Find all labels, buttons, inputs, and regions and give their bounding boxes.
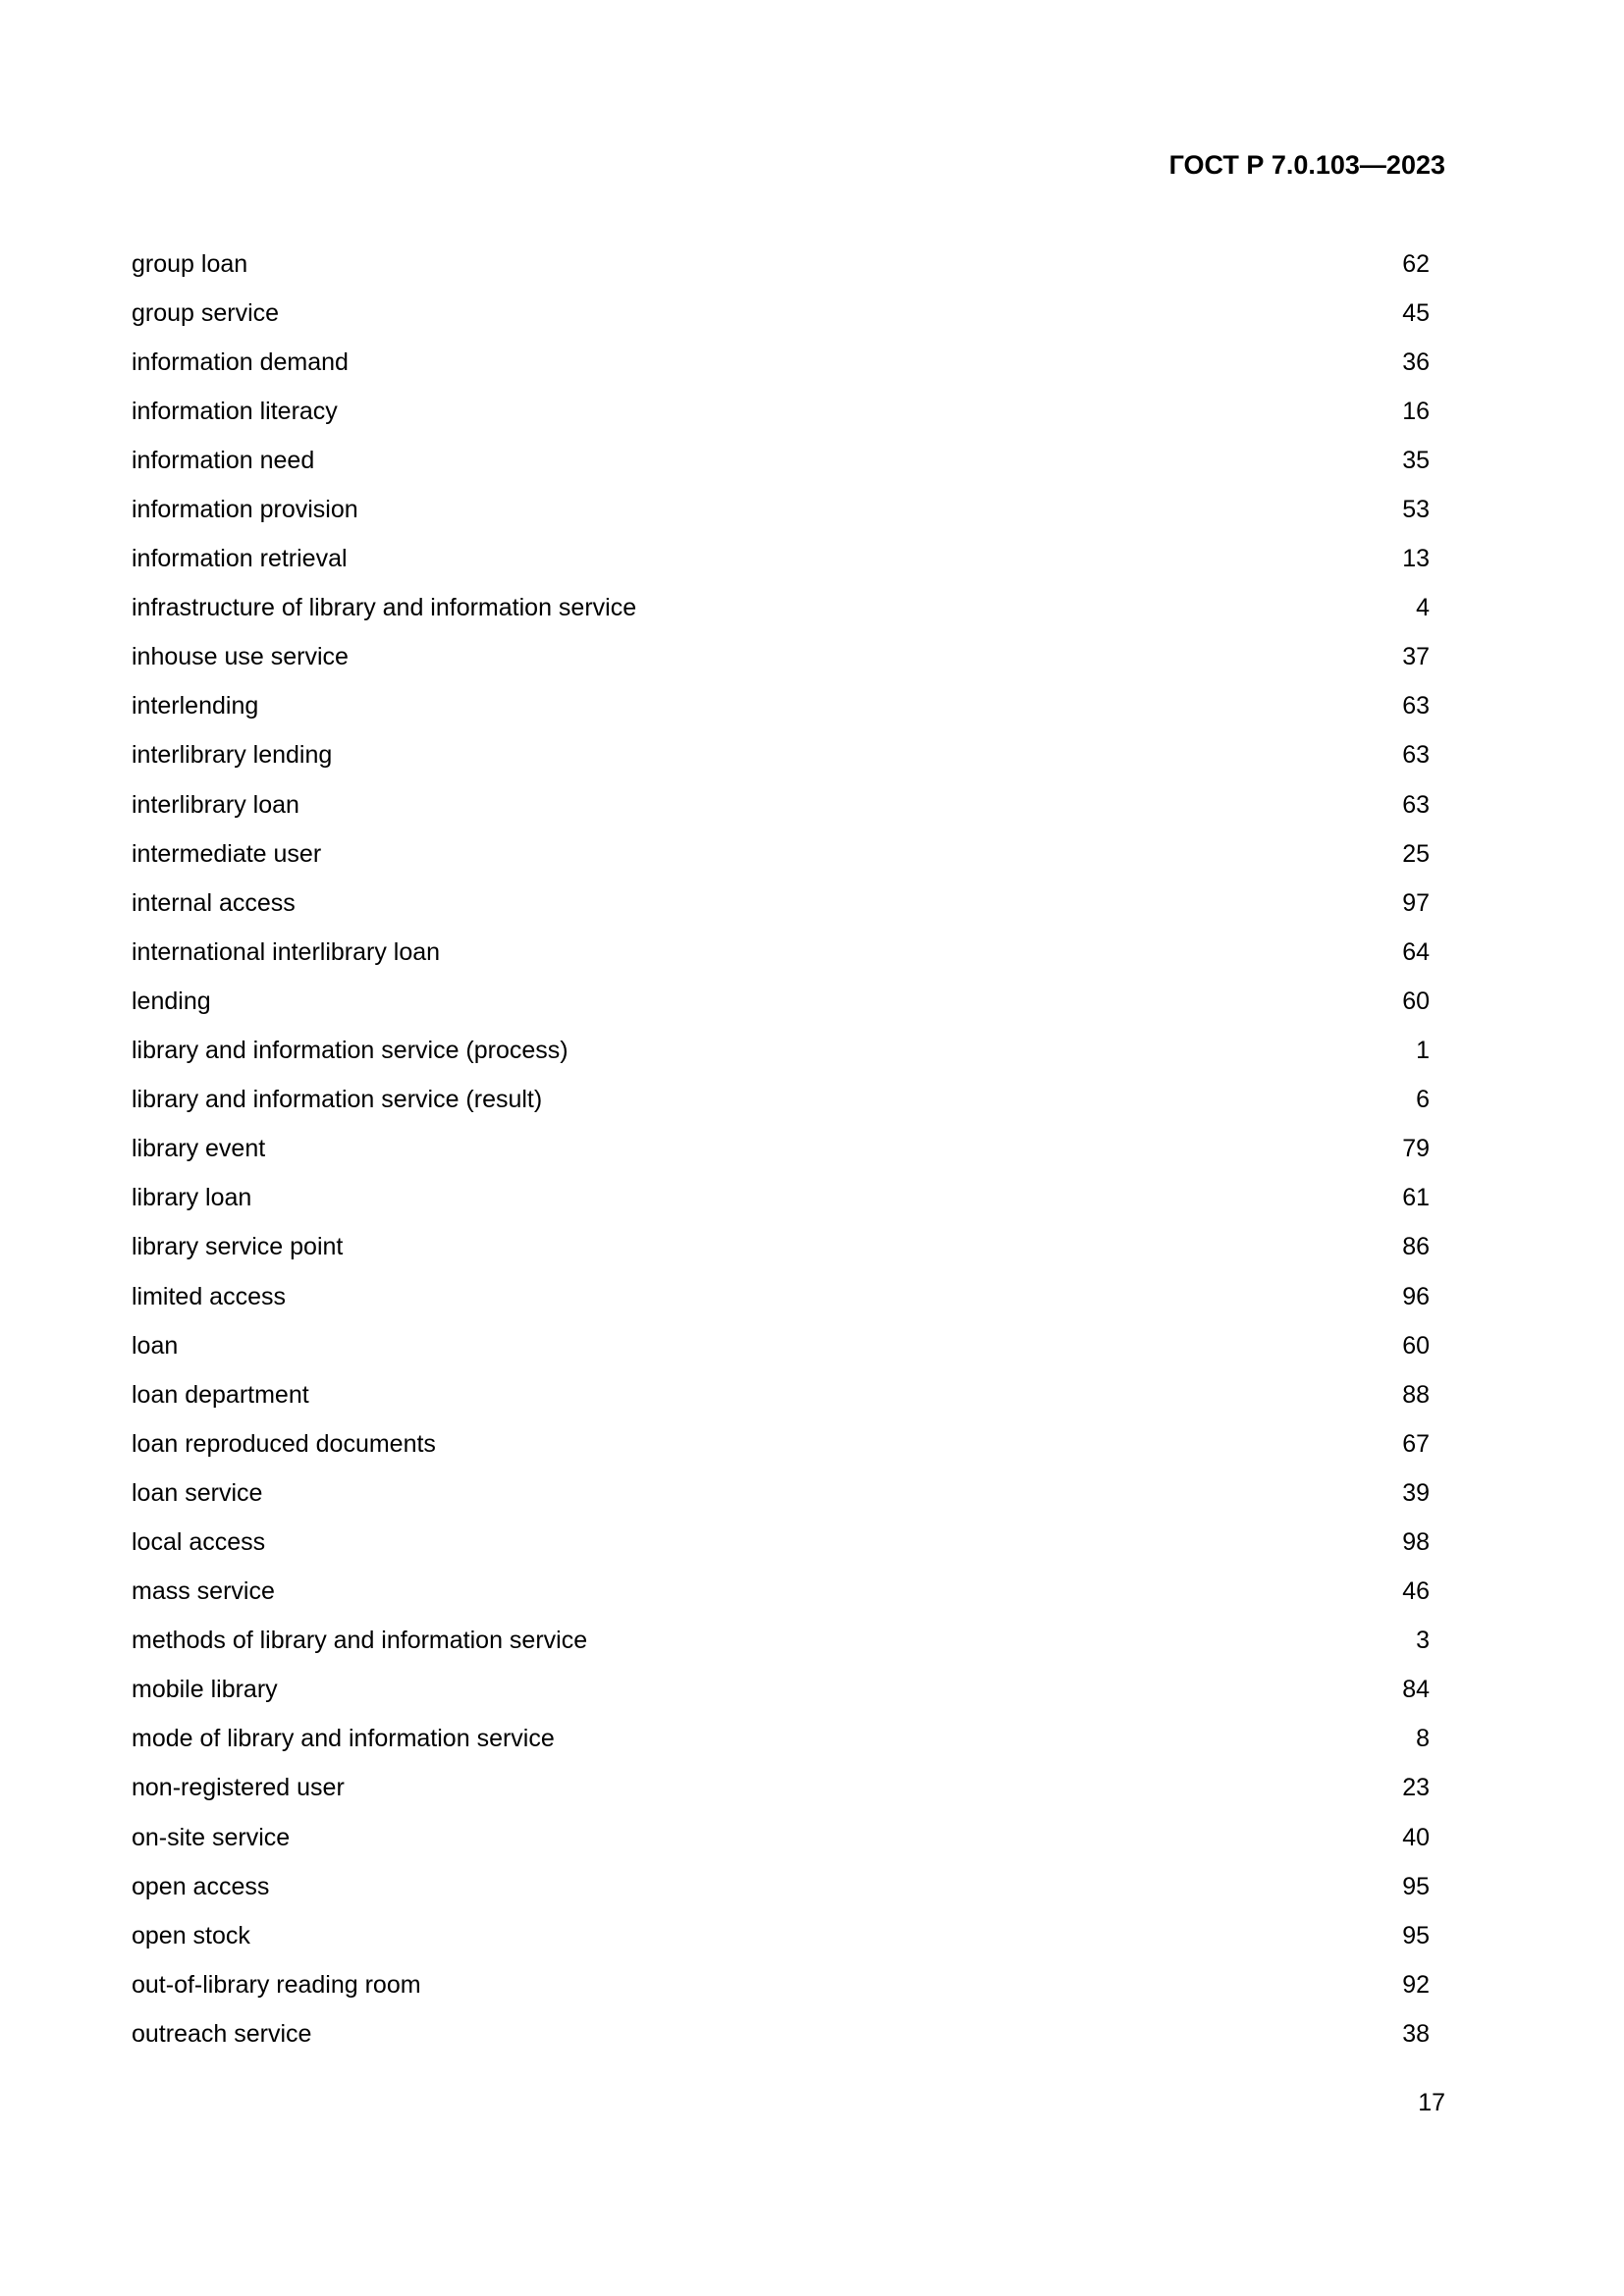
index-term: loan reproduced documents (132, 1429, 436, 1458)
index-entry (132, 731, 1430, 780)
index-term-number: 16 (1402, 397, 1430, 425)
index-entry (132, 682, 1430, 731)
index-entry (132, 1813, 1430, 1862)
index-entry (132, 338, 1430, 387)
index-term: library and information service (result) (132, 1086, 543, 1114)
index-term: infrastructure of library and information service (132, 594, 637, 622)
index-term-number: 1 (1416, 1037, 1430, 1065)
index-term-number: 92 (1402, 1970, 1430, 1999)
index-term: lending (132, 987, 211, 1015)
index-entry (132, 2009, 1430, 2058)
index-entry (132, 780, 1430, 829)
index-term-number: 60 (1402, 1331, 1430, 1360)
index-entry (132, 1468, 1430, 1518)
index-term: information provision (132, 496, 358, 524)
index-term-number: 79 (1402, 1135, 1430, 1163)
index-entry (132, 633, 1430, 682)
index-term: group service (132, 298, 280, 327)
index-term: mobile library (132, 1676, 278, 1704)
index-entry (132, 1370, 1430, 1419)
index-term: out-of-library reading room (132, 1970, 421, 1999)
index-term-number: 95 (1402, 1921, 1430, 1949)
index-term: information need (132, 446, 315, 474)
index-entry (132, 1076, 1430, 1125)
index-term: mode of library and information service (132, 1725, 555, 1753)
index-entry (132, 1862, 1430, 1911)
index-term: interlending (132, 692, 259, 721)
index-entry (132, 535, 1430, 584)
page-number: 17 (1418, 2089, 1445, 2116)
index-entry (132, 1666, 1430, 1715)
index-entry (132, 1027, 1430, 1076)
index-term: inhouse use service (132, 643, 349, 671)
index-term: open stock (132, 1921, 250, 1949)
index-entry (132, 1518, 1430, 1567)
index-entry (132, 1125, 1430, 1174)
index-entry (132, 1960, 1430, 2009)
index-term-number: 37 (1402, 643, 1430, 671)
index-entry (132, 1617, 1430, 1666)
index-term-number: 38 (1402, 2019, 1430, 2048)
index-entry (132, 485, 1430, 534)
index-term: interlibrary lending (132, 741, 333, 770)
index-term-number: 36 (1402, 347, 1430, 376)
index-term-number: 46 (1402, 1577, 1430, 1606)
index-term: internal access (132, 888, 296, 917)
index-term: outreach service (132, 2019, 312, 2048)
index-term: information demand (132, 347, 349, 376)
index-entry (132, 1568, 1430, 1617)
index-term-number: 62 (1402, 249, 1430, 278)
index-term: loan service (132, 1478, 263, 1507)
index-term: international interlibrary loan (132, 937, 441, 966)
index-term-number: 96 (1402, 1282, 1430, 1310)
index-term-number: 60 (1402, 987, 1430, 1015)
index-entry (132, 387, 1430, 436)
index-term-number: 23 (1402, 1774, 1430, 1802)
index-term: methods of library and information service (132, 1627, 588, 1655)
index-term-number: 84 (1402, 1676, 1430, 1704)
index-term: loan department (132, 1380, 309, 1409)
index-term: intermediate user (132, 839, 322, 868)
index-term-number: 53 (1402, 496, 1430, 524)
index-term: library and information service (process) (132, 1037, 568, 1065)
index-term: information literacy (132, 397, 338, 425)
index-term-number: 40 (1402, 1823, 1430, 1851)
index-term-number: 39 (1402, 1478, 1430, 1507)
index-term-number: 35 (1402, 446, 1430, 474)
index-entry (132, 1223, 1430, 1272)
index-term-number: 88 (1402, 1380, 1430, 1409)
index-entry (132, 584, 1430, 633)
index-entry (132, 1764, 1430, 1813)
index-entry (132, 829, 1430, 879)
index-term-number: 3 (1416, 1627, 1430, 1655)
index-term-number: 45 (1402, 298, 1430, 327)
index-entry (132, 1419, 1430, 1468)
index-term-number: 13 (1402, 545, 1430, 573)
index-entry (132, 879, 1430, 928)
index-term-number: 95 (1402, 1872, 1430, 1900)
index-term-number: 67 (1402, 1429, 1430, 1458)
index-term: interlibrary loan (132, 790, 299, 819)
index-entry (132, 1911, 1430, 1960)
index-term: non-registered user (132, 1774, 345, 1802)
index-term: group loan (132, 249, 248, 278)
index-term-number: 63 (1402, 741, 1430, 770)
index-entry (132, 928, 1430, 977)
index-term: mass service (132, 1577, 275, 1606)
index-entry (132, 1715, 1430, 1764)
index-entry (132, 1321, 1430, 1370)
index-entry (132, 1174, 1430, 1223)
index-term: limited access (132, 1282, 286, 1310)
index-term: information retrieval (132, 545, 348, 573)
index-entry (132, 977, 1430, 1026)
index-term-number: 8 (1416, 1725, 1430, 1753)
index-term: on-site service (132, 1823, 291, 1851)
index-term: library event (132, 1135, 266, 1163)
index-entry (132, 1272, 1430, 1321)
index-term: library service point (132, 1233, 344, 1261)
index-term-number: 98 (1402, 1527, 1430, 1556)
document-code-header: ГОСТ Р 7.0.103—2023 (1168, 150, 1445, 180)
index-term-number: 6 (1416, 1086, 1430, 1114)
index-entry (132, 289, 1430, 338)
index-term: library loan (132, 1184, 252, 1212)
index-term-number: 4 (1416, 594, 1430, 622)
index-term-number: 64 (1402, 937, 1430, 966)
index-term-number: 61 (1402, 1184, 1430, 1212)
index-term: loan (132, 1331, 179, 1360)
index-entry (132, 436, 1430, 485)
term-index-list (132, 240, 1430, 2058)
index-term-number: 86 (1402, 1233, 1430, 1261)
index-term-number: 97 (1402, 888, 1430, 917)
index-term-number: 63 (1402, 790, 1430, 819)
index-entry (132, 240, 1430, 289)
index-term: local access (132, 1527, 266, 1556)
index-term-number: 25 (1402, 839, 1430, 868)
index-term-number: 63 (1402, 692, 1430, 721)
index-term: open access (132, 1872, 270, 1900)
